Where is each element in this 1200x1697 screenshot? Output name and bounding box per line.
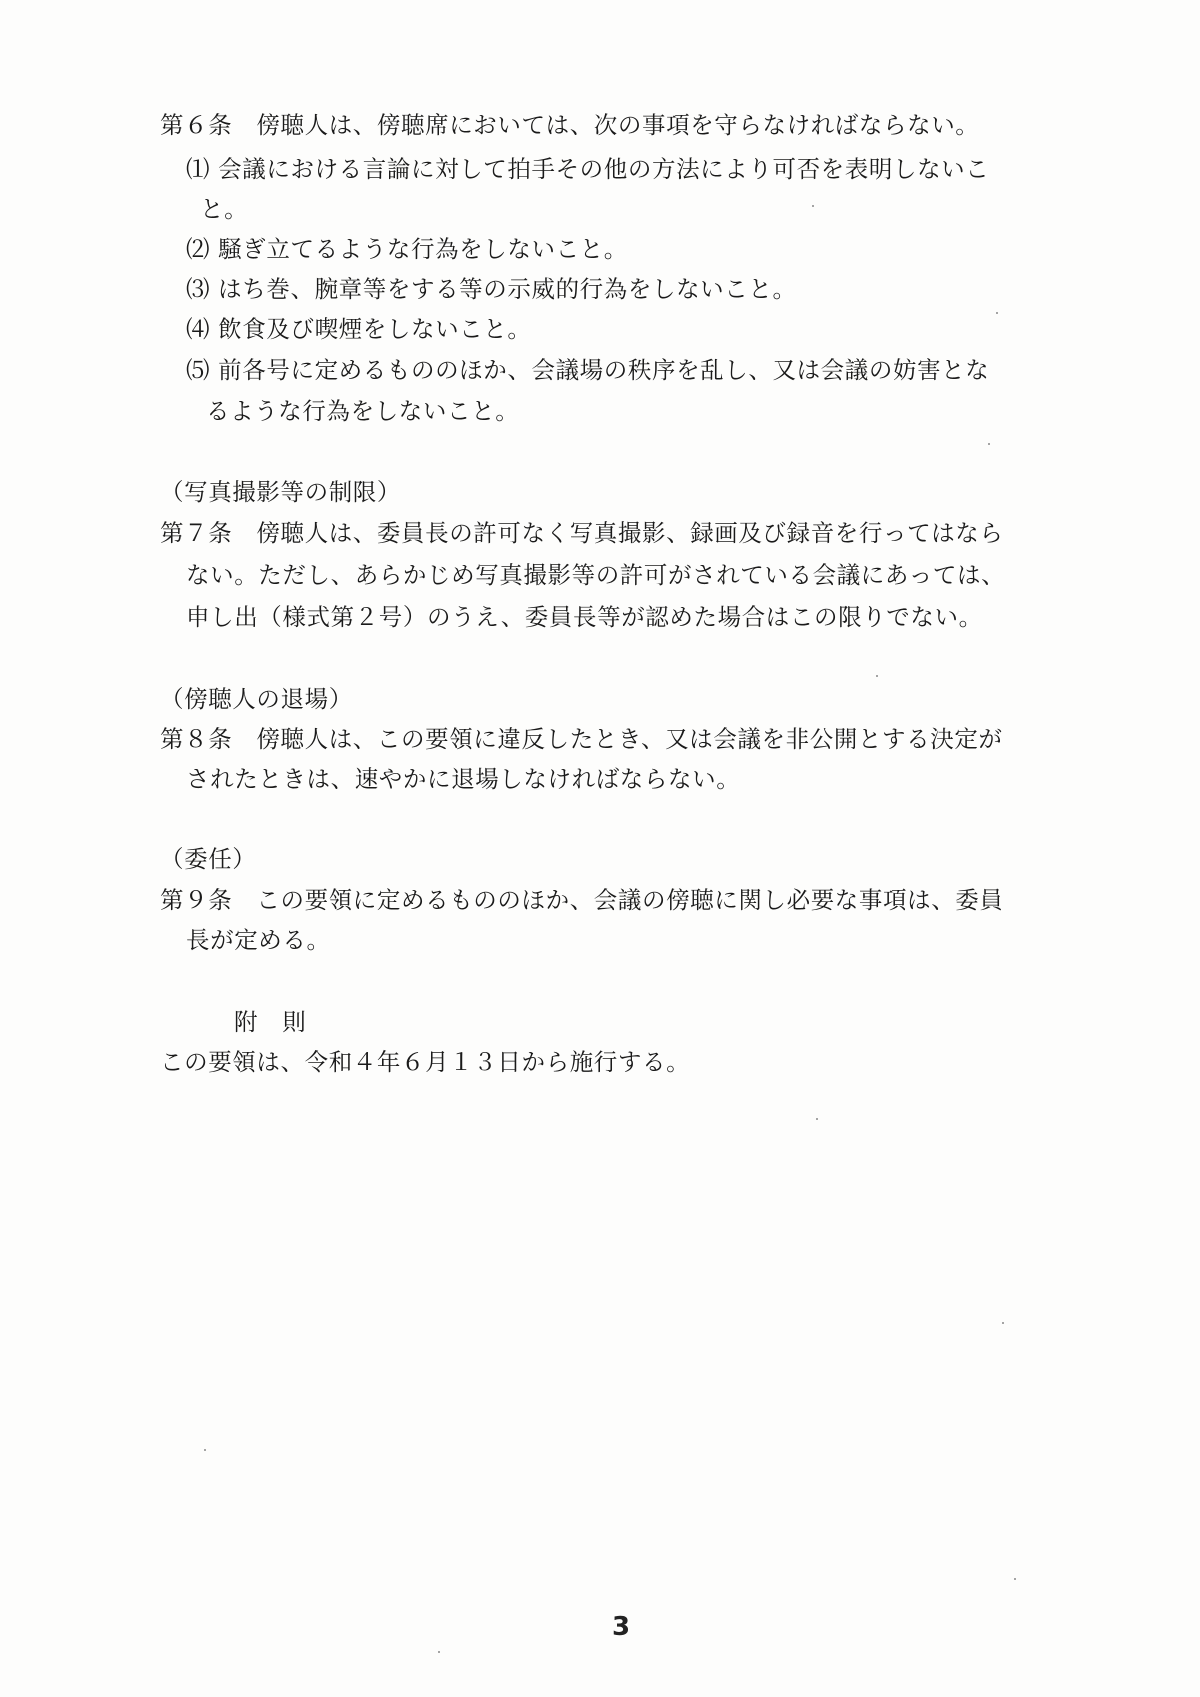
article6-heading: 第６条 傍聴人は、傍聴席においては、次の事項を守らなければならない。: [160, 111, 980, 139]
scan-speck: [204, 1449, 206, 1451]
article6-item5-line1: ⑸ 前各号に定めるもののほか、会議場の秩序を乱し、又は会議の妨害とな: [186, 356, 990, 384]
scan-speck: [988, 443, 990, 445]
article8-line2: されたときは、速やかに退場しなければならない。: [186, 765, 741, 793]
article6-item1-line1: ⑴ 会議における言論に対して拍手その他の方法により可否を表明しないこ: [186, 155, 990, 183]
article9-line1: 第９条 この要領に定めるもののほか、会議の傍聴に関し必要な事項は、委員: [160, 886, 1004, 914]
page-number: 3: [612, 1612, 631, 1642]
supplementary-text: この要領は、令和４年６月１３日から施行する。: [160, 1048, 691, 1076]
scan-speck: [812, 205, 814, 207]
scan-speck: [1002, 1322, 1004, 1324]
article9-line2: 長が定める。: [186, 926, 331, 954]
article7-line3: 申し出（様式第２号）のうえ、委員長等が認めた場合はこの限りでない。: [186, 603, 983, 631]
article7-caption: （写真撮影等の制限）: [160, 478, 401, 506]
article7-line1: 第７条 傍聴人は、委員長の許可なく写真撮影、録画及び録音を行ってはなら: [160, 519, 1004, 547]
article6-item5-line2: るような行為をしないこと。: [206, 397, 520, 425]
scan-speck: [996, 312, 998, 314]
scan-speck: [438, 1651, 440, 1653]
article8-line1: 第８条 傍聴人は、この要領に違反したとき、又は会議を非公開とする決定が: [160, 725, 1003, 753]
scan-speck: [1014, 1578, 1016, 1580]
article6-item2: ⑵ 騒ぎ立てるような行為をしないこと。: [186, 235, 628, 263]
article8-caption: （傍聴人の退場）: [160, 685, 353, 713]
article7-line2: ない。ただし、あらかじめ写真撮影等の許可がされている会議にあっては、: [186, 561, 1006, 589]
article9-caption: （委任）: [160, 845, 257, 873]
article6-item3: ⑶ はち巻、腕章等をする等の示威的行為をしないこと。: [186, 275, 797, 303]
scan-speck: [816, 1118, 818, 1120]
scan-speck: [876, 675, 878, 677]
article6-item4: ⑷ 飲食及び喫煙をしないこと。: [186, 315, 532, 343]
article6-item1-line2: と。: [200, 195, 249, 223]
supplementary-heading: 附 則: [234, 1008, 307, 1036]
